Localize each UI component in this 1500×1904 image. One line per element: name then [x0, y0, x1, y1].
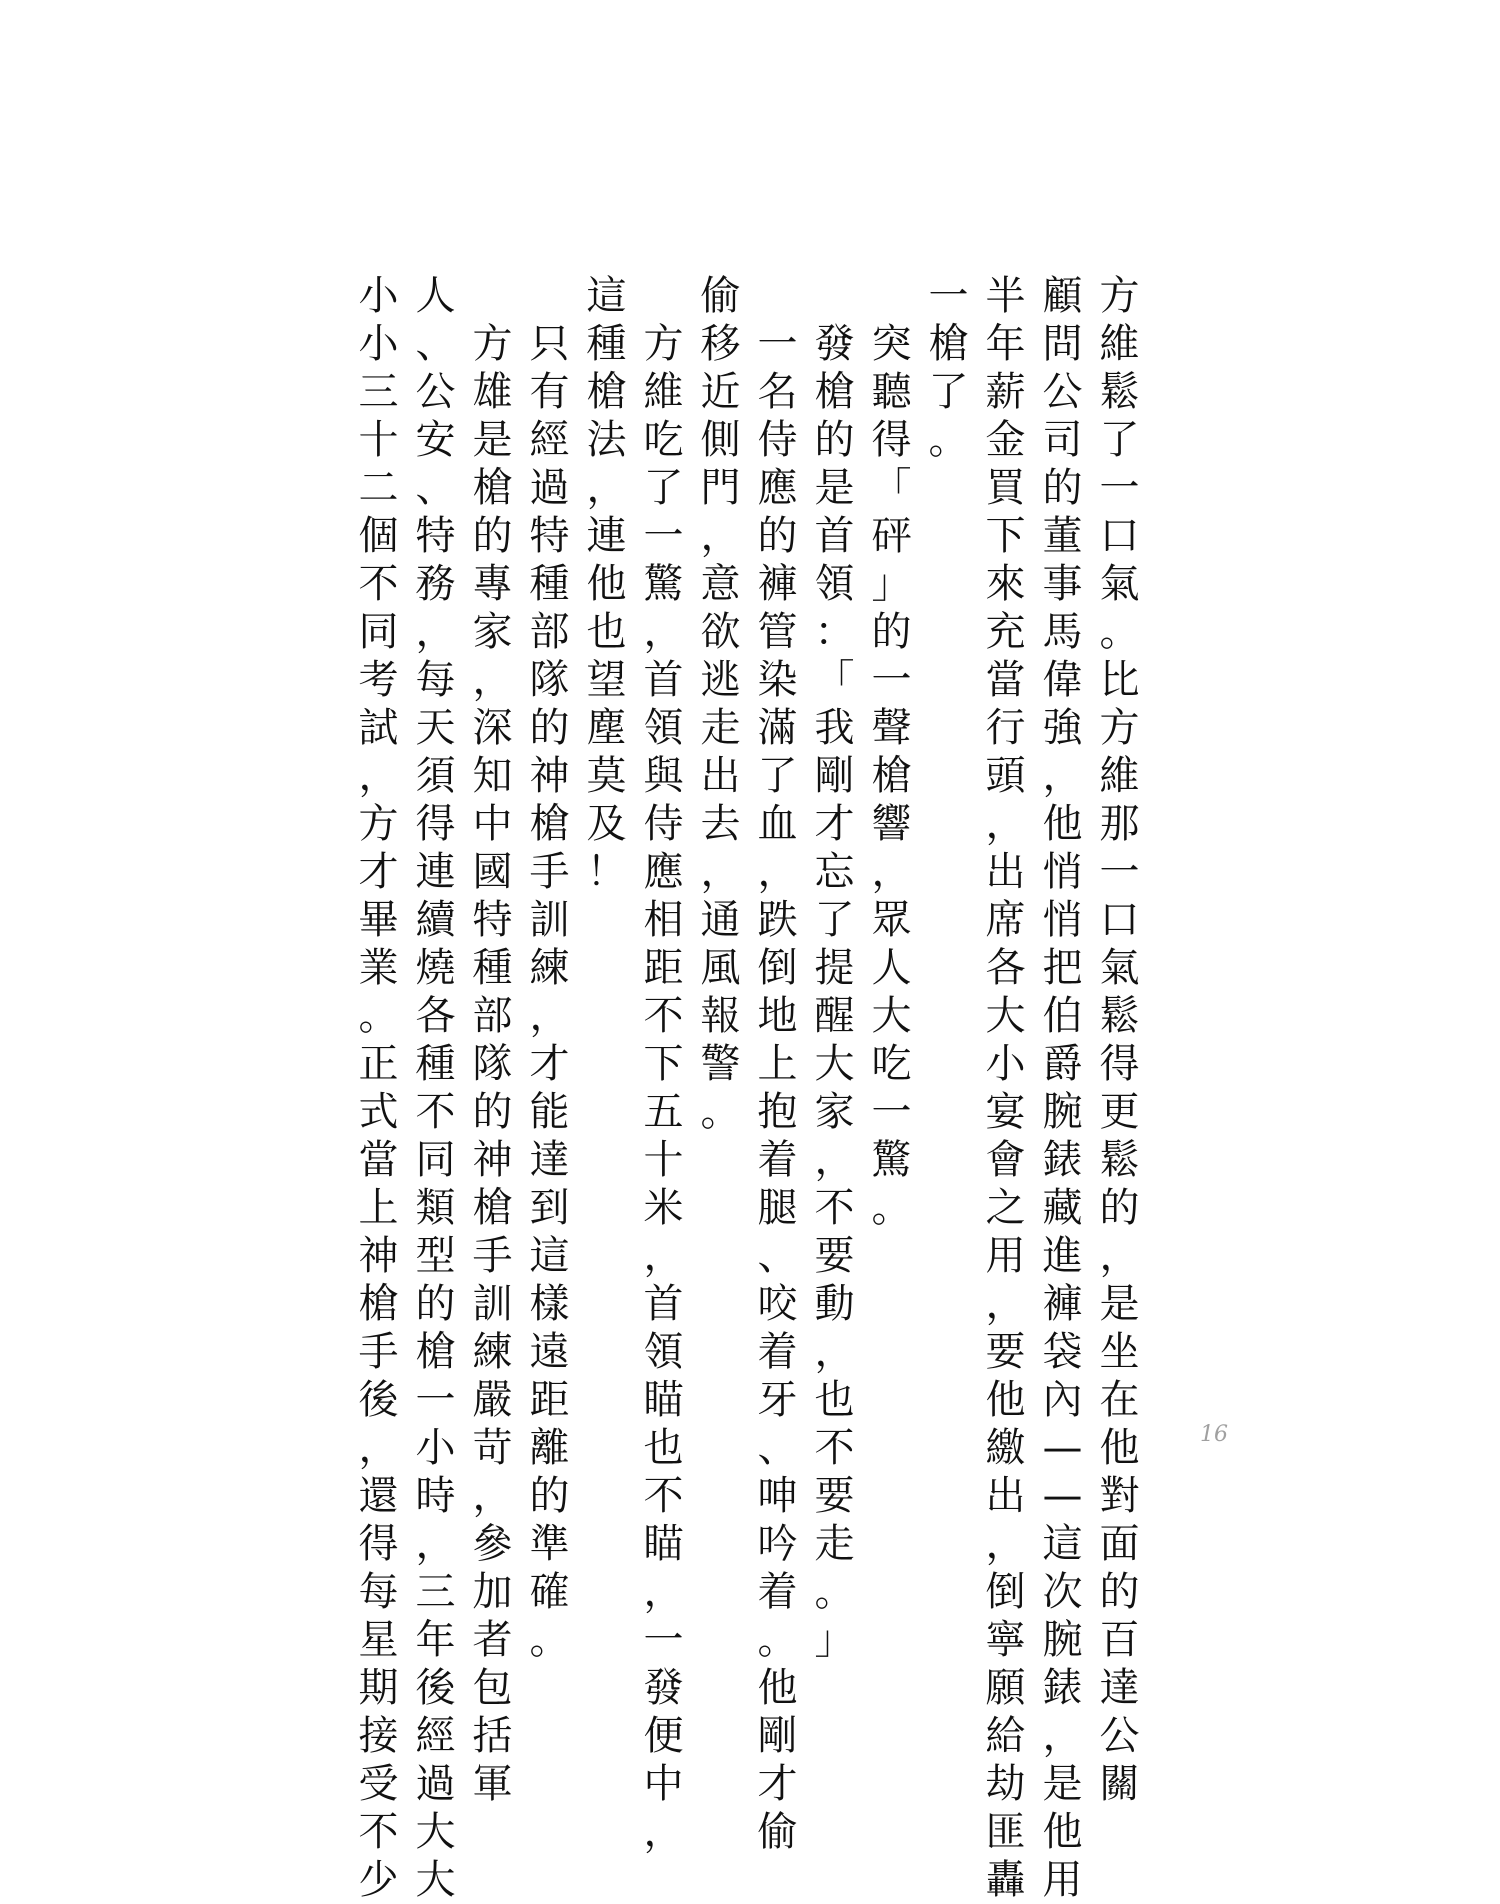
text-column: 發 槍 的 是 首 領 ： 「 我 剛 才 忘 了 提 醒 大 家 ， 不 要 動 ， 也 不 要 走 。 」	[814, 321, 855, 1663]
text-column: 這 種 槍 法 ， 連 他 也 望 塵 莫 及 ！	[586, 273, 627, 895]
text-column: 方 維 吃 了 一 驚 ， 首 領 與 侍 應 相 距 不 下 五 十 米 ， 首 領 瞄 也 不 瞄 ， 一 發 便 中 ，	[643, 321, 684, 1855]
text-column: 突 聽 得 「 砰 」 的 一 聲 槍 響 ， 眾 人 大 吃 一 驚 。	[871, 321, 912, 1231]
page-number: 16	[1200, 1422, 1228, 1447]
text-column: 只 有 經 過 特 種 部 隊 的 神 槍 手 訓 練 ， 才 能 達 到 這 樣 遠 距 離 的 準 確 。	[529, 321, 570, 1663]
text-column: 半 年 薪 金 買 下 來 充 當 行 頭 ， 出 席 各 大 小 宴 會 之 用 ， 要 他 繳 出 ， 倒 寧 願 給 劫 匪 轟	[985, 273, 1026, 1903]
text-column: 一 名 侍 應 的 褲 管 染 滿 了 血 ， 跌 倒 地 上 抱 着 腿 、 咬 着 牙 、 呻 吟 着 。 他 剛 才 偷	[757, 321, 798, 1855]
text-column: 小 小 三 十 二 個 不 同 考 試 ， 方 才 畢 業 。 正 式 當 上 神 槍 手 後 ， 還 得 每 星 期 接 受 不 少	[358, 273, 399, 1903]
text-column: 方 維 鬆 了 一 口 氣 。 比 方 維 那 一 口 氣 鬆 得 更 鬆 的 ， 是 坐 在 他 對 面 的 百 達 公 關	[1099, 273, 1140, 1807]
text-column: 一 槍 了 。	[928, 273, 969, 463]
vertical-text-block	[350, 272, 1148, 1903]
text-column: 偷 移 近 側 門 ， 意 欲 逃 走 出 去 ， 通 風 報 警 。	[700, 273, 741, 1135]
text-column: 顧 問 公 司 的 董 事 馬 偉 強 ， 他 悄 悄 把 伯 爵 腕 錶 藏 進 褲 袋 內 — — 這 次 腕 錶 ， 是 他 用	[1042, 273, 1083, 1903]
text-column: 人 、 公 安 、 特 務 ， 每 天 須 得 連 續 燒 各 種 不 同 類 型 的 槍 一 小 時 ， 三 年 後 經 過 大 大	[415, 273, 456, 1903]
text-column: 方 雄 是 槍 的 專 家 ， 深 知 中 國 特 種 部 隊 的 神 槍 手 訓 練 嚴 苛 ， 參 加 者 包 括 軍	[472, 321, 513, 1807]
